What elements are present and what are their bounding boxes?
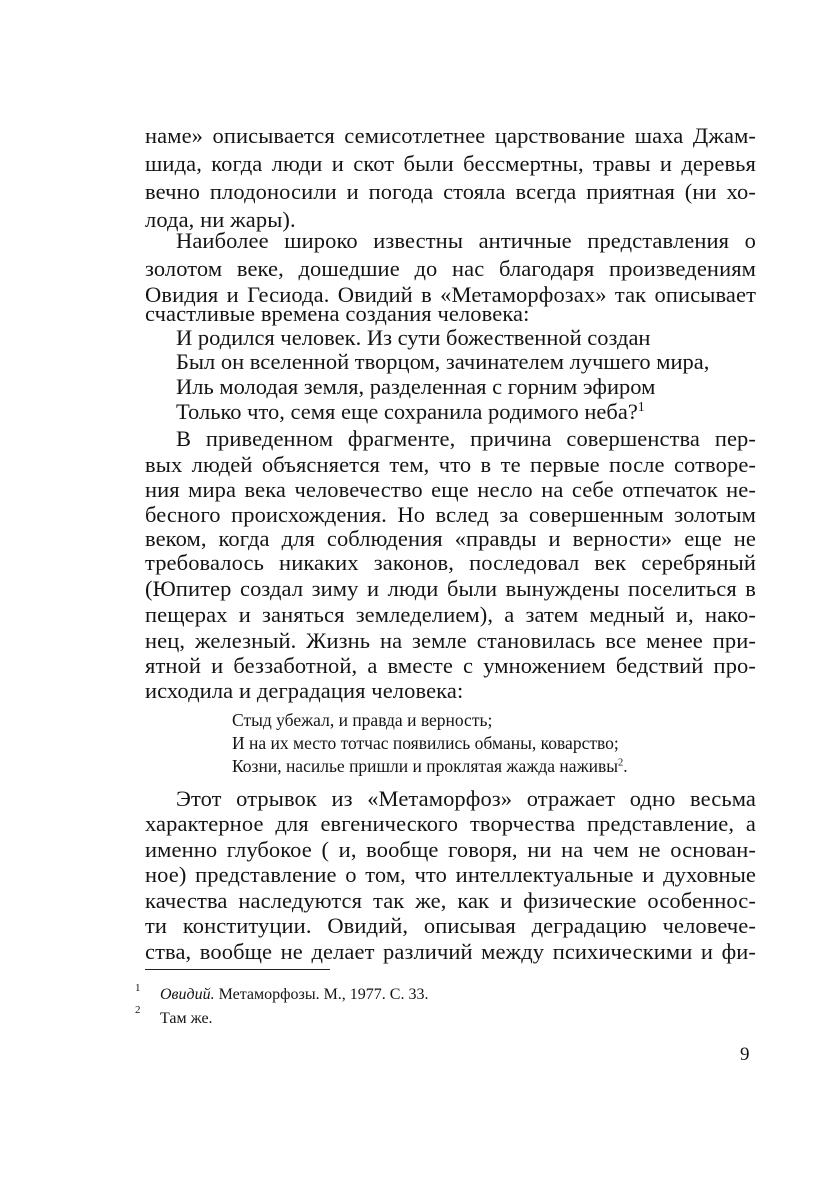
paragraph-1-line-1: наме» описывается семисотлетнее царствование шаха Джам- (145, 123, 756, 148)
paragraph-4-line-5: качества наследуются так же, как и физические особеннос- (145, 888, 756, 913)
page-number: 9 (740, 1044, 750, 1065)
paragraph-4-line-3: именно глубокое ( и, вообще говоря, ни на чем не основан- (145, 837, 756, 862)
footnote-2-mark: 2 (135, 1004, 141, 1016)
footnote-1-text: Метаморфозы. М., 1977. С. 33. (214, 986, 429, 1003)
paragraph-2-line-3: Овидия и Гесиода. Овидий в «Метаморфозах» так описывает (145, 282, 756, 307)
paragraph-2-line-1: Наиболее широко известны античные представления о (176, 228, 756, 253)
paragraph-3-line-5: веком, когда для соблюдения «правды и верности» еще не (145, 526, 756, 551)
paragraph-3-line-6: требовалось никаких законов, последовал век серебряный (145, 550, 756, 575)
footnote-2-text: Там же. (160, 1010, 213, 1027)
poem-2-line-3-text: Козни, насилье пришли и проклятая жажда наживы (232, 756, 619, 776)
paragraph-3-line-7: (Юпитер создал зиму и люди были вынуждены поселиться в (145, 576, 756, 601)
footnote-1-author: Овидий. (160, 986, 215, 1003)
footnote-ref-2: 2 (618, 757, 624, 769)
poem-2-line-3-end: . (623, 756, 628, 776)
paragraph-1-line-3: вечно плодоносили и погода стояла всегда приятная (ни хо- (145, 179, 756, 204)
paragraph-4-line-1: Этот отрывок из «Метаморфоз» отражает одно весьма (176, 786, 756, 811)
paragraph-3-line-10: ятной и беззаботной, а вместе с умножением бедствий про- (145, 653, 756, 678)
paragraph-2-line-2: золотом веке, дошедшие до нас благодаря произведениям (145, 256, 756, 281)
paragraph-3-line-4: бесного происхождения. Но вслед за совершенным золотым (145, 502, 756, 527)
paragraph-4-line-7: ства, вообще не делает различий между психическими и фи- (145, 939, 756, 964)
paragraph-3-line-11: исходила и деградация человека: (145, 678, 464, 703)
footnote-1-mark: 1 (135, 982, 141, 994)
paragraph-3-line-1: В приведенном фрагменте, причина совершенства пер- (176, 426, 756, 451)
paragraph-4-line-6: ти конституции. Овидий, описывая деградацию человече- (145, 913, 756, 938)
paragraph-4-line-4: ное) представление о том, что интеллектуальные и духовные (145, 862, 756, 887)
paragraph-3-line-8: пещерах и заняться земледелием), а затем медный и, нако- (145, 602, 756, 627)
poem-1-line-4 (176, 398, 645, 426)
paragraph-1-line-4: лода, ни жары). (145, 207, 296, 232)
poem-1-line-3: Иль молодая земля, разделенная с горним эфиром (176, 374, 656, 399)
footnote-ref-1: 1 (637, 398, 645, 414)
footnote-2 (160, 1009, 213, 1029)
paragraph-3-line-9: нец, железный. Жизнь на земле становилась все менее при- (145, 628, 756, 653)
footnote-1 (160, 985, 428, 1005)
paragraph-4-line-2: характерное для евгенического творчества представление, а (145, 811, 756, 836)
paragraph-2-line-4: счастливые времена создания человека: (145, 301, 530, 326)
paragraph-1-line-2: шида, когда люди и скот были бессмертны, травы и деревья (145, 151, 756, 176)
paragraph-3-line-3: ния мира века человечество еще несло на себе отпечаток не- (145, 477, 756, 502)
poem-2-line-3 (232, 755, 628, 777)
paragraph-3-line-2: вых людей объясняется тем, что в те первые после сотворе- (145, 452, 756, 477)
poem-1-line-4-text: Только что, семя еще сохранила родимого неба? (176, 399, 638, 424)
poem-2-line-2: И на их место тотчас появились обманы, коварство; (232, 733, 619, 753)
poem-2-line-1: Стыд убежал, и правда и верность; (232, 710, 493, 730)
poem-1-line-2: Был он вселенной творцом, зачинателем лучшего мира, (176, 349, 710, 374)
poem-1-line-1: И родился человек. Из сути божественной создан (176, 325, 651, 350)
footnote-separator (145, 969, 330, 970)
